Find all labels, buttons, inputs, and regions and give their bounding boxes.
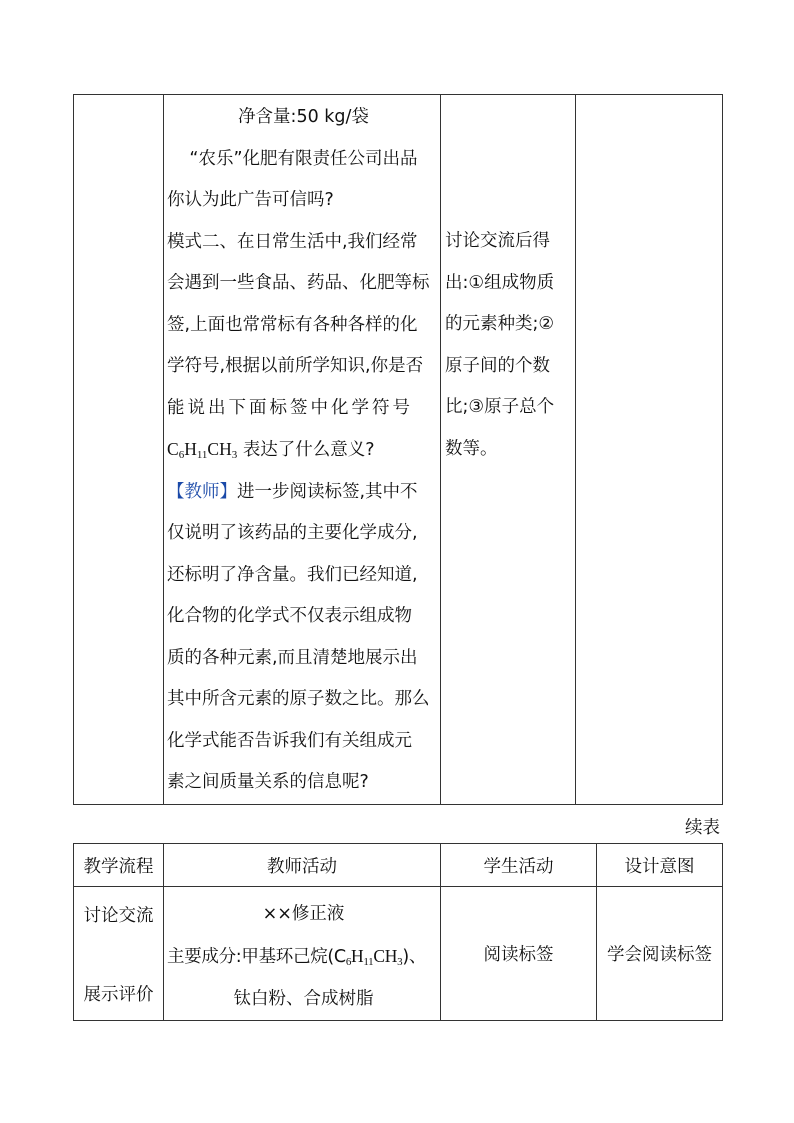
formula-sub: 11 <box>363 956 374 968</box>
flow-cell-empty <box>74 95 164 805</box>
lesson-table-continued <box>73 94 723 805</box>
flow-step: 讨论交流 <box>83 906 154 926</box>
formula-c: C <box>167 439 179 459</box>
text-line: 钛白粉、合成树脂 <box>233 989 374 1009</box>
formula-rest: 表达了什么意义? <box>242 440 375 460</box>
formula-h: H <box>351 946 364 966</box>
text-line: 模式二、在日常生活中,我们经常 <box>167 231 418 252</box>
formula-h: H <box>184 439 197 459</box>
design-intent-cell-empty <box>576 95 723 805</box>
continued-label: 续表 <box>685 818 720 838</box>
formula-sub: 3 <box>231 449 238 461</box>
flow-cell <box>74 887 164 1021</box>
formula-line <box>167 935 440 978</box>
formula-sub: 3 <box>397 956 403 968</box>
teacher-tag: 【教师】 <box>167 481 237 502</box>
text-line: 质的各种元素,而且清楚地展示出 <box>167 647 418 668</box>
text-line: 讨论交流后得 <box>445 231 550 251</box>
formula-line <box>167 429 440 472</box>
teacher-activity-cell <box>164 95 441 805</box>
text-line: ××修正液 <box>262 904 345 924</box>
lesson-table <box>73 843 723 1021</box>
text-line: 仅说明了该药品的主要化学成分, <box>167 523 418 543</box>
text-line: 的元素种类;② <box>445 314 555 334</box>
text-line: “农乐”化肥有限责任公司出品 <box>189 148 418 169</box>
text-line: 数等。 <box>445 438 498 459</box>
design-intent-cell: 学会阅读标签 <box>597 887 723 1021</box>
header-flow: 教学流程 <box>74 844 164 887</box>
text-line <box>167 472 440 514</box>
formula-sub: 6 <box>178 449 185 461</box>
text-line: 学符号,根据以前所学知识,你是否 <box>167 356 424 376</box>
formula-sub: 11 <box>196 449 208 461</box>
student-activity-cell: 阅读标签 <box>441 887 597 1021</box>
student-activity-cell <box>441 95 576 805</box>
text-line: 比;③原子总个 <box>445 397 555 417</box>
formula-pre: 主要成分:甲基环己烷(C <box>167 947 346 967</box>
text-line: 其中所含元素的原子数之比。那么 <box>167 689 430 709</box>
text-line: 原子间的个数 <box>445 355 550 376</box>
teacher-activity-cell <box>164 887 441 1021</box>
text-line: 化合物的化学式不仅表示组成物 <box>167 606 412 626</box>
flow-step: 展示评价 <box>83 985 154 1005</box>
formula-sub: 6 <box>345 956 352 968</box>
text-line: 化学式能否告诉我们有关组成元 <box>167 730 412 751</box>
header-teacher-activity: 教师活动 <box>164 844 441 887</box>
formula-post: )、 <box>402 947 427 967</box>
header-design-intent: 设计意图 <box>597 844 723 887</box>
text-line: 会遇到一些食品、药品、化肥等标 <box>167 273 430 293</box>
header-student-activity: 学生活动 <box>441 844 597 887</box>
text-line: 素之间质量关系的信息呢? <box>167 772 369 792</box>
text-line: 签,上面也常常标有各种各样的化 <box>167 314 418 335</box>
text-line: 还标明了净含量。我们已经知道, <box>167 564 418 585</box>
formula-ch: CH <box>207 439 232 459</box>
teacher-tag-rest: 进一步阅读标签,其中不 <box>237 481 418 502</box>
text-line: 能说出下面标签中化学符号 <box>167 397 413 418</box>
formula-ch: CH <box>373 946 398 966</box>
text-line: 你认为此广告可信吗? <box>167 190 334 210</box>
text-line: 出:①组成物质 <box>445 272 555 293</box>
text-line: 净含量:50 kg/袋 <box>238 107 369 127</box>
